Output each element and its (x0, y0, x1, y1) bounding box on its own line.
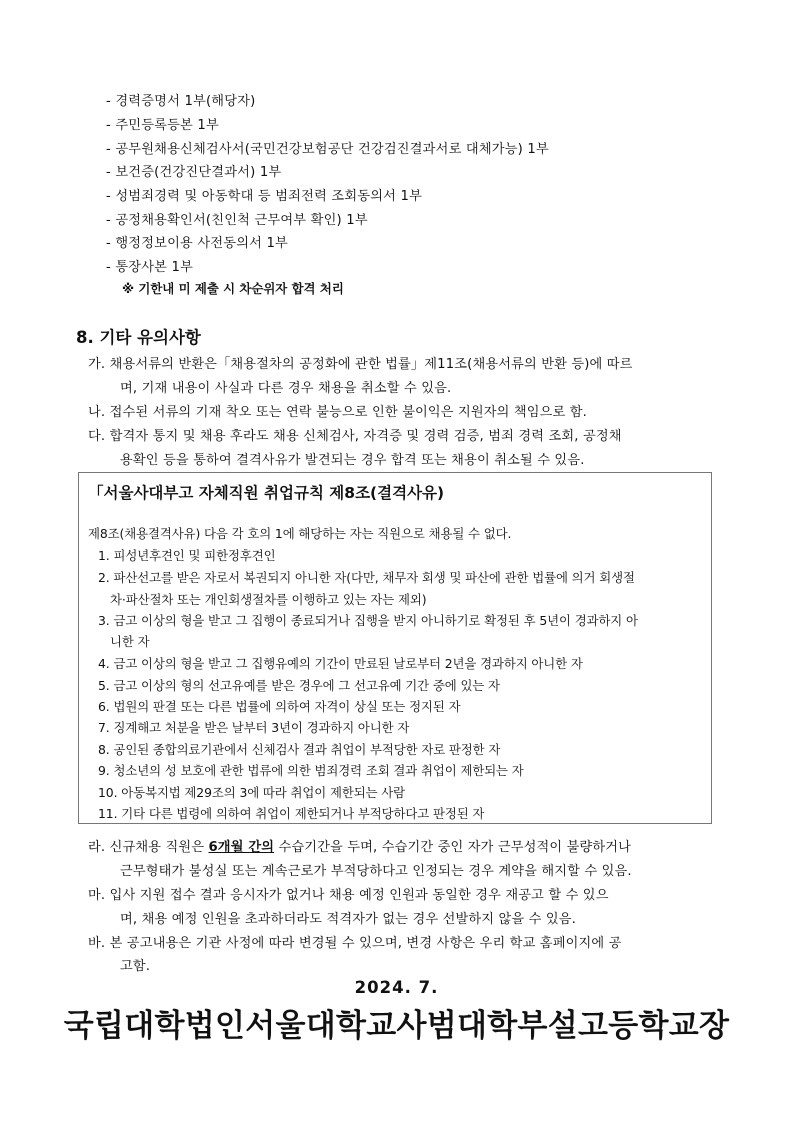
rule-item: 8. 공인된 종합의료기관에서 신체검사 결과 취업이 부적당한 자로 판정한 자 (98, 742, 501, 757)
rule-item: 4. 금고 이상의 형을 받고 그 집행유예의 기간이 만료된 날로부터 2년을 경과하지 아니한 자 (98, 656, 583, 671)
clause-ra-prefix: 라. 신규채용 직원은 (88, 840, 209, 855)
document-item: - 공정채용확인서(친인척 근무여부 확인) 1부 (106, 213, 368, 228)
rule-item: 7. 징계해고 처분을 받은 날부터 3년이 경과하지 아니한 자 (98, 720, 410, 735)
clause-ma-line2: 며, 채용 예정 인원을 초과하더라도 적격자가 없는 경우 선발하지 않을 수 있음. (120, 912, 577, 927)
rule-item: 9. 청소년의 성 보호에 관한 법류에 의한 범죄경력 조회 결과 취업이 제한되는 자 (98, 763, 524, 778)
clause-ga-line1: 가. 채용서류의 반환은「채용절차의 공정화에 관한 법률」제11조(채용서류의 반환 등)에 따르 (88, 357, 633, 372)
document-item: - 행정정보이용 사전동의서 1부 (106, 236, 288, 251)
clause-ga-line2: 며, 기재 내용이 사실과 다른 경우 채용을 취소할 수 있음. (120, 381, 452, 396)
clause-da-line1: 다. 합격자 통지 및 채용 후라도 채용 신체검사, 자격증 및 경력 검증, 범죄 경력 조회, 공정채 (88, 429, 622, 444)
clause-da-line2: 용확인 등을 통하여 결격사유가 발견되는 경우 합격 또는 채용이 취소될 수 있음. (120, 453, 585, 468)
clause-na-line1: 나. 접수된 서류의 기재 착오 또는 연락 불능으로 인한 불이익은 지원자의 책임으로 함. (88, 405, 588, 420)
announcement-date: 2024. 7. (354, 978, 439, 997)
document-item: - 경력증명서 1부(해당자) (106, 94, 256, 109)
rule-item: 11. 기타 다른 법령에 의하여 취업이 제한되거나 부적당하다고 판정된 자 (98, 806, 485, 821)
submission-deadline-note: ※ 기한내 미 제출 시 차순위자 합격 처리 (122, 281, 344, 296)
rule-item-continuation: 니한 자 (110, 634, 150, 649)
document-item: - 통장사본 1부 (106, 260, 194, 275)
clause-ma-line1: 마. 입사 지원 접수 결과 응시자가 없거나 채용 예정 인원과 동일한 경우 재공고 할 수 있으 (88, 888, 609, 903)
clause-ra-suffix: 수습기간을 두며, 수습기간 중인 자가 근무성적이 불량하거나 (274, 840, 632, 855)
rule-item: 2. 파산선고를 받은 자로서 복권되지 아니한 자(다만, 채무자 회생 및 파산에 관한 법률에 의거 회생절 (98, 570, 635, 585)
rules-intro: 제8조(채용결격사유) 다음 각 호의 1에 해당하는 자는 직원으로 채용될 수 없다. (88, 526, 512, 541)
document-item: - 공무원채용신체검사서(국민건강보험공단 건강검진결과서로 대체가능) 1부 (106, 142, 549, 157)
clause-ra-line1 (88, 836, 631, 855)
document-item: - 보건증(건강진단결과서) 1부 (106, 165, 282, 180)
rule-item: 1. 피성년후견인 및 피한정후견인 (98, 548, 276, 563)
issuer-signature: 국립대학법인서울대학교사범대학부설고등학교장 (63, 1008, 730, 1044)
document-item: - 주민등록등본 1부 (106, 118, 219, 133)
clause-ra-line2: 근무형태가 불성실 또는 계속근로가 부적당하다고 인정되는 경우 계약을 해지할 수 있음. (120, 864, 632, 879)
rule-item: 3. 금고 이상의 형을 받고 그 집행이 종료되거나 집행을 받지 아니하기로 확정된 후 5년이 경과하지 아 (98, 613, 638, 628)
clause-ba-line2: 고함. (120, 959, 151, 974)
rules-box-title: 「서울사대부고 자체직원 취업규칙 제8조(결격사유) (88, 484, 445, 502)
clause-ba-line1: 바. 본 공고내용은 기관 사정에 따라 변경될 수 있으며, 변경 사항은 우리 학교 홈페이지에 공 (88, 936, 622, 951)
section-title: 8. 기타 유의사항 (76, 328, 201, 347)
rule-item-continuation: 차·파산절차 또는 개인회생절차를 이행하고 있는 자는 제외) (110, 592, 427, 607)
document-item: - 성범죄경력 및 아동학대 등 범죄전력 조회동의서 1부 (106, 189, 423, 204)
rule-item: 5. 금고 이상의 형의 선고유예를 받은 경우에 그 선고유예 기간 중에 있는 자 (98, 678, 500, 693)
rule-item: 10. 아동복지법 제29조의 3에 따라 취업이 제한되는 사람 (98, 785, 406, 800)
probation-period-emphasis: 6개월 간의 (208, 840, 275, 855)
rule-item: 6. 법원의 판결 또는 다른 법률에 의하여 자격이 상실 또는 정지된 자 (98, 699, 461, 714)
